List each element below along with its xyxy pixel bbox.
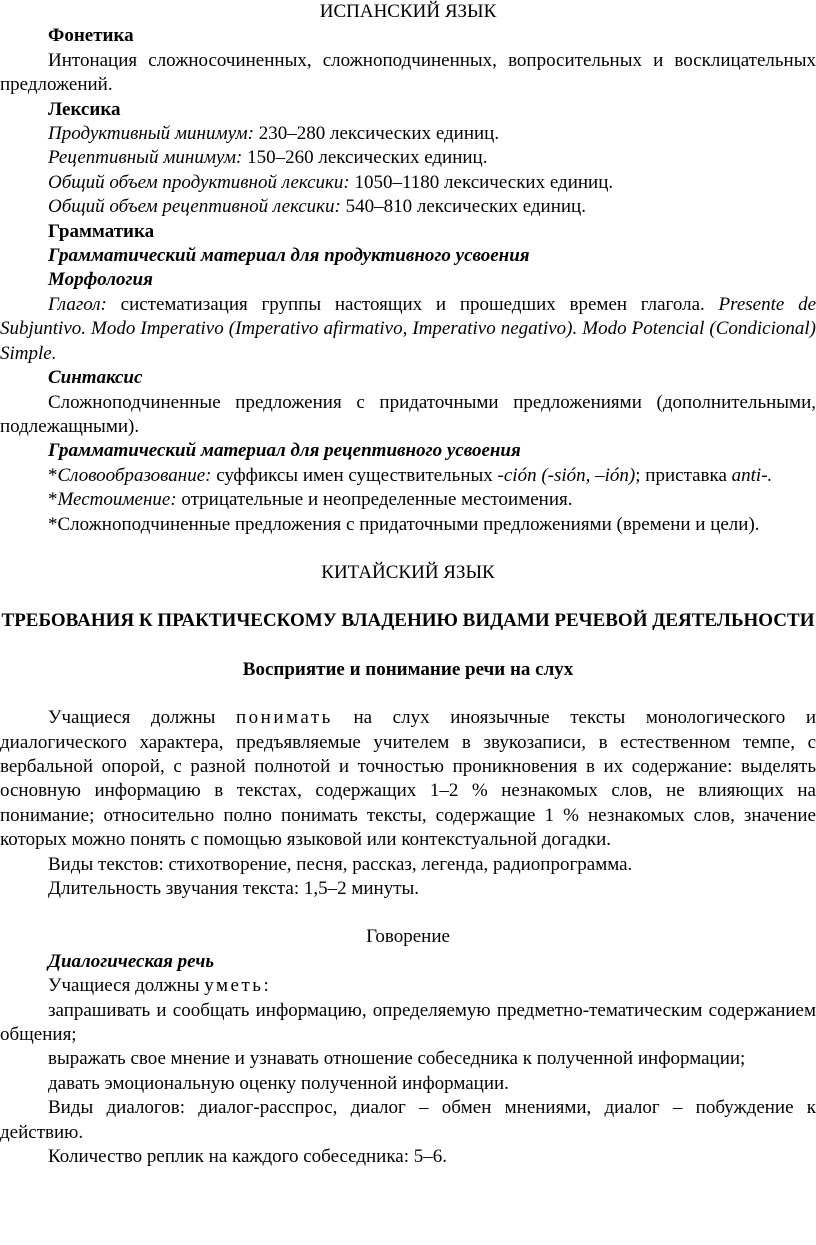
speaking-heading: Говорение: [366, 926, 450, 948]
skill-item: выражать свое мнение и узнавать отношение собеседника к полученной информации;: [48, 1048, 746, 1070]
lexis-label: Продуктивный минимум:: [48, 123, 255, 145]
star-mark: *: [48, 513, 58, 535]
productive-grammar-heading: Грамматический материал для продуктивного усвоения: [48, 245, 530, 267]
must-be-able-line: [0, 974, 816, 998]
listening-spaced-word: понимать: [236, 707, 333, 729]
listening-text-end: на слух иноязычные тексты монологического и диалогического характера, предъявляемые учителем в звукозаписи, в естественном темпе, с вербальной опорой, с разной полнотой и точностью проникновения в их содержание: выделять основную информацию в текстах, содержащих 1–2 % незнакомых слов, не влияющих на понимание; относительно полно понимать тексты, содержащие 1 % незнакомых слов, значение которых можно понять с помощью языковой или контекстуальной догадки.: [0, 707, 816, 851]
complex-sentence-paragraph: [0, 513, 816, 537]
lexis-label: Общий объем продуктивной лексики:: [48, 171, 350, 193]
phonetics-text: Интонация сложносочиненных, сложноподчиненных, вопросительных и восклицательных предложений.: [0, 49, 816, 96]
must-text-start: Учащиеся должны: [48, 975, 205, 997]
suffix-examples: -ción (-sión, –ión): [497, 464, 636, 486]
lexis-heading: Лексика: [48, 98, 121, 120]
dialog-heading: Диалогическая речь: [48, 950, 214, 972]
spacer: [0, 585, 816, 609]
spanish-title: ИСПАНСКИЙ ЯЗЫК: [319, 1, 497, 22]
verb-italic-text: Presente de Subjuntivo. Modo Imperativo (Imperativo afirmativo, Imperativo negativo). Modo Potencial (Condicional) Simple.: [0, 293, 816, 364]
spacer: [0, 537, 816, 561]
pronoun-text: отрицательные и неопределенные местоимения.: [176, 489, 573, 511]
lexis-value: 1050–1180 лексических единиц.: [349, 171, 614, 193]
star-mark: *: [48, 489, 58, 511]
must-spaced-word: уметь: [204, 975, 264, 997]
listening-heading: Восприятие и понимание речи на слух: [242, 658, 574, 680]
lexis-item-productive-min: [0, 122, 816, 146]
verb-paragraph: [0, 293, 816, 366]
lexis-label: Рецептивный минимум:: [48, 147, 243, 169]
spacer: [0, 634, 816, 658]
complex-sentence-text: Сложноподчиненные предложения с придаточными предложениями (времени и цели).: [57, 513, 760, 535]
word-formation-label: Словообразование:: [57, 464, 212, 486]
verb-label: Глагол:: [48, 293, 107, 315]
skill-item: давать эмоциональную оценку полученной информации.: [48, 1072, 509, 1094]
phonetics-heading: Фонетика: [48, 25, 134, 47]
lexis-value: 230–280 лексических единиц.: [254, 123, 500, 145]
text-types: Виды текстов: стихотворение, песня, рассказ, легенда, радиопрограмма.: [48, 853, 633, 875]
syntax-text: Сложноподчиненные предложения с придаточными предложениями (дополнительными, подлежащными).: [0, 391, 816, 437]
lexis-value: 150–260 лексических единиц.: [242, 147, 488, 169]
spacer: [0, 901, 816, 925]
syntax-heading: Синтаксис: [48, 367, 143, 389]
pronoun-paragraph: [0, 488, 816, 512]
receptive-grammar-heading: Грамматический материал для рецептивного усвоения: [48, 440, 521, 462]
must-text-end: :: [263, 975, 269, 997]
listening-text-start: Учащиеся должны: [48, 707, 237, 729]
requirements-heading: ТРЕБОВАНИЯ К ПРАКТИЧЕСКОМУ ВЛАДЕНИЮ ВИДАМИ РЕЧЕВОЙ ДЕЯТЕЛЬНОСТИ: [1, 610, 815, 632]
lexis-item-productive-total: [0, 171, 816, 195]
sound-duration: Длительность звучания текста: 1,5–2 минуты.: [48, 878, 420, 899]
replica-count: Количество реплик на каждого собеседника: 5–6.: [48, 1146, 447, 1168]
morphology-heading: Морфология: [48, 269, 153, 291]
lexis-item-receptive-min: [0, 146, 816, 170]
lexis-item-receptive-total: [0, 195, 816, 219]
spacer: [0, 682, 816, 706]
grammar-heading: Грамматика: [48, 220, 155, 242]
chinese-title: КИТАЙСКИЙ ЯЗЫК: [321, 561, 495, 583]
verb-text: систематизация группы настоящих и прошедших времен глагола.: [106, 293, 719, 315]
lexis-label: Общий объем рецептивной лексики:: [48, 196, 341, 218]
word-formation-text-2: ; приставка: [635, 464, 732, 486]
word-formation-text: суффиксы имен существительных: [211, 464, 498, 486]
word-formation-paragraph: [0, 464, 816, 488]
skill-item: запрашивать и сообщать информацию, определяемую предметно-тематическим содержанием общения;: [0, 999, 816, 1046]
pronoun-label: Местоимение:: [57, 489, 177, 511]
listening-paragraph: [0, 706, 816, 852]
lexis-value: 540–810 лексических единиц.: [340, 196, 586, 218]
dialog-types: Виды диалогов: диалог-расспрос, диалог – обмен мнениями, диалог – побуждение к действию.: [0, 1097, 816, 1143]
prefix-example: anti-.: [731, 464, 773, 486]
star-mark: *: [48, 464, 58, 486]
